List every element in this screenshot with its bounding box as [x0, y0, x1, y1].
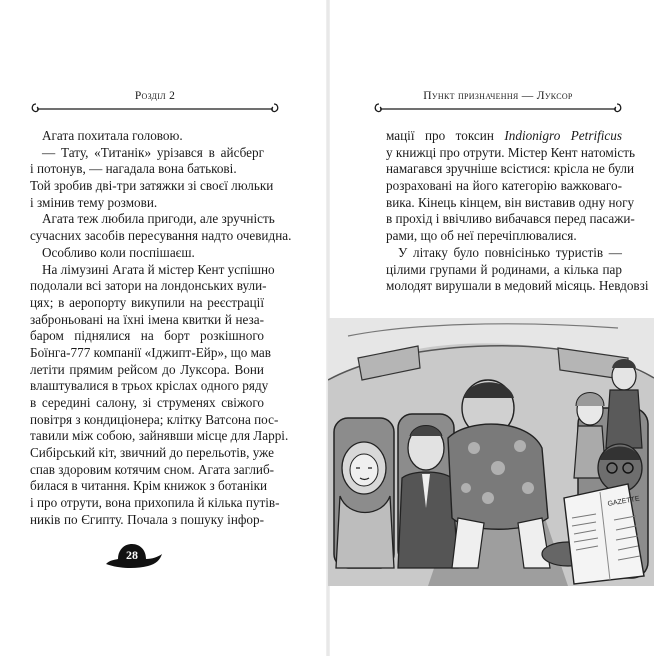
text-line: Особливо коли поспішаєш.: [42, 244, 195, 260]
text-line: і змінив тему розмови.: [30, 194, 158, 210]
text-line: і про отрути, вона прихопила й кілька путів-: [30, 495, 280, 511]
text-line: — Тату, «Титанік» урізався в айсберг: [42, 144, 264, 160]
text-line: сучасних засобів пересування надто очевидна.: [30, 228, 292, 244]
right-running-header: [373, 86, 623, 116]
right-page: [328, 0, 656, 656]
text-line: в середині салону, зі струменях свіжого: [30, 395, 264, 410]
text-line: намагався зручніше всістися: крісла не були: [386, 161, 635, 177]
text-line: подолали всі затори на лондонських вули-: [30, 278, 267, 294]
text-line: і потонув, — нагадала вона батькові.: [30, 161, 237, 177]
running-title: Пункт призначення — Луксор: [423, 90, 573, 102]
text-line: баром піднялися на борт розкішного: [30, 328, 264, 344]
right-body-text: [386, 128, 649, 295]
left-body-text: [30, 128, 292, 529]
text-line: Агата теж любила пригоди, але зручність: [42, 211, 275, 227]
text-line: Боїнга-777 компанії «Іджипт-Ейр», що мав: [30, 344, 271, 360]
text-line: На лімузині Агата й містер Кент успішно: [42, 261, 275, 277]
text-line: заброньовані на їхні імена квитки й неза-: [30, 311, 264, 327]
text-line: [386, 128, 622, 145]
chapter-title: Розділ 2: [134, 90, 176, 102]
text-line: летіти прямим рейсом до Луксора. Вони: [30, 361, 264, 377]
text-line: влаштувалися в трьох кріслах одного ряду: [30, 378, 269, 394]
page-number-badge: [100, 538, 168, 574]
text-line: молодят вирушали в медовий місяць. Невдовзі: [386, 278, 649, 294]
text-line: тавили між собою, зайнявши місце для Ларрі.: [30, 428, 289, 444]
newspaper-title: GAZETTE: [607, 495, 641, 508]
left-running-header: [30, 86, 280, 116]
text-fragment: мації про токсин: [386, 128, 494, 143]
page-number: 28: [126, 548, 138, 562]
text-line: билася в читання. Крім книжок з ботаніки: [30, 478, 268, 494]
text-line: Той зробив дві-три затяжки зі своєї люльки: [30, 178, 274, 194]
text-line: в прохід і ввічливо вибачався перед пасажи-: [386, 211, 635, 227]
text-line: Агата похитала головою.: [42, 128, 183, 143]
text-line: повітря з кондиціонера; клітку Ватсона пос-: [30, 411, 279, 427]
airplane-cabin-illustration: [328, 318, 654, 586]
header-ornament: [373, 100, 623, 118]
text-line: рами, що об неї перечіплювалися.: [386, 228, 577, 244]
text-line: У літаку було повнісінько туристів —: [398, 244, 622, 260]
text-line: вика. Кінець кінцем, він виставив одну ногу: [386, 194, 635, 210]
text-line: розраховані на його категорію важковаго-: [386, 178, 622, 194]
text-line: у книжці про отрути. Містер Кент натомість: [386, 144, 636, 160]
toxin-name: Indionigro Petrificus: [504, 128, 623, 143]
text-line: ників по Єгипту. Почала з пошуку інфор-: [30, 511, 264, 527]
text-line: цілими групами й родинами, а кілька пар: [386, 261, 622, 277]
text-line: цях; в аеропорту викупили на реєстрації: [30, 294, 264, 310]
text-line: спав здоровим котячим сном. Агата заглиб-: [30, 461, 275, 477]
header-ornament: [30, 100, 280, 118]
text-line: Сибірський кіт, звичний до перельотів, уже: [30, 445, 274, 461]
